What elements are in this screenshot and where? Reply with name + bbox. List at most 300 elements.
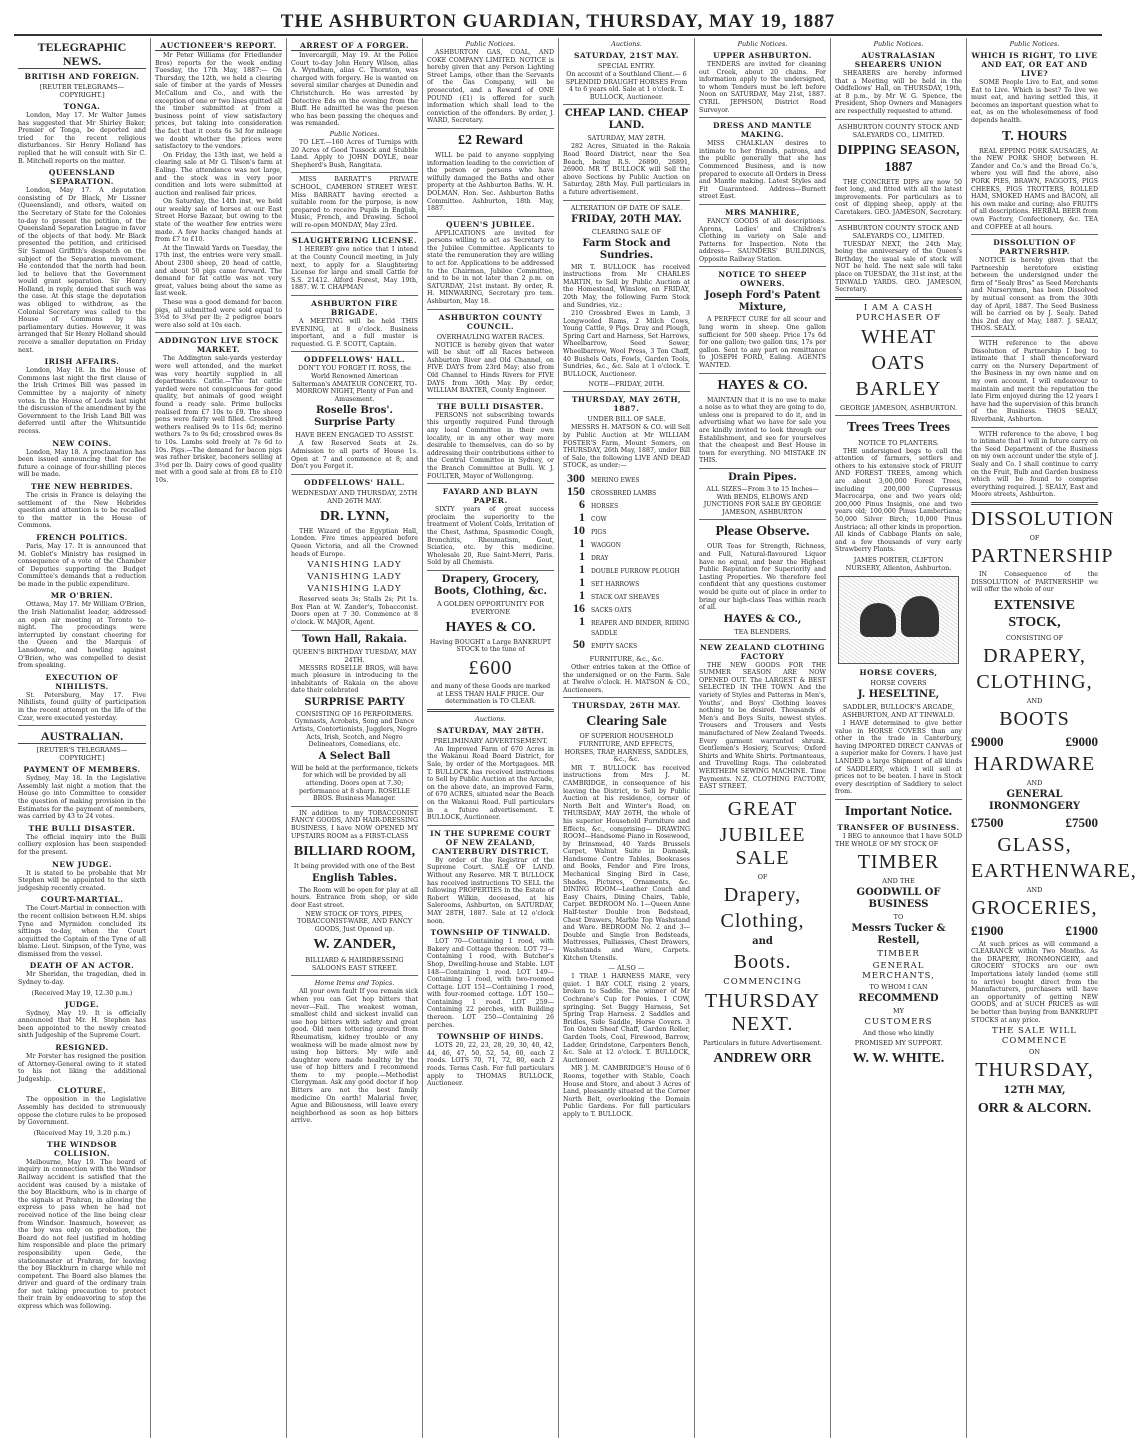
ad-title: WHEAT xyxy=(861,325,936,348)
ad-title: T. HOURS xyxy=(1001,128,1068,144)
ad-title: Town Hall, Rakaia. xyxy=(302,633,407,645)
article-text: It is stated to be probable that Mr Stephen will be appointed to the sixth judgeship recently created. xyxy=(18,869,146,892)
column-telegraphic-news xyxy=(14,38,150,1438)
notice-text: 1 TRAP. 1 HARNESS MARE, very quiet. 1 BAY COLT, rising 2 years, broken to Saddle. The winner of Mr Cochrane's Cup for Ponies. 1 COW, springing. Set Buggy Harness, Set Spring Trap Harness. 2 Saddles and Bridles, Side Saddle, Horse Covers. 3 Ton Oaten Sheaf Chaff, Garden Roller, Garden Tools, Coal, Firewood, Barrow, Ladder, Grindstone, Carpenters Bench, &c. Sale at 12 o'clock. T. BULLOCK, Auctioneer. xyxy=(563,973,690,1064)
section-heading: AUCTIONEER'S REPORT. xyxy=(155,41,282,51)
divider xyxy=(291,232,418,233)
divider xyxy=(427,128,554,129)
ad-line: AND xyxy=(1026,885,1043,894)
article-text: All your own fault If you remain sick when you can Get hop bitters that never—Fail. The weakest woman, smallest child and sickest invalid can use hop bitters with safety and great good. Old men tottering around from Rheumatism, kidney trouble or any weakness will be made almost new by using hop bitters. My wife and daughter were made healthy by the use of hop bitters and I recommend them to my people.—Methodist Clergyman. Ask any good doctor if hop Bitters are not the best family medicine On earth! Malarial fever, Ague and Biliousness, will leave every neighborhood as soon as hop bitters arrive. xyxy=(291,988,418,1125)
lot-quantity: 10 xyxy=(573,523,585,537)
ad-title: DIPPING SEASON, 1887 xyxy=(837,142,960,175)
ad-line: AND THE xyxy=(882,877,915,886)
notice-text: MISS CHALKLAN desires to intimate to her friends, patrons, and the public generally that she has Commenced Business, and is now prepared to execute all Orders in Dress and Mantle making. Latest Styles and Fit Guaranteed. Address—Burnett street East. xyxy=(699,140,826,201)
ad-title: SURPRISE PARTY xyxy=(304,696,405,708)
notice-subheading: — ALSO — xyxy=(608,964,645,973)
notice-text: MISS BARRATT'S PRIVATE SCHOOL, CAMERON STREET WEST. Miss BARRATT having erected a suitable room for the purpose, is now prepared to receive Pupils in English, Music, French, and Drawing. School will re-open MONDAY, May 23rd. xyxy=(291,176,418,229)
divider xyxy=(699,117,826,118)
divider xyxy=(291,351,418,352)
ad-title: PARTNERSHIP xyxy=(971,544,1114,567)
notice-heading: WHICH IS RIGHT, TO LIVE AND EAT, OR EAT AND LIVE? xyxy=(971,51,1098,78)
notice-text: I HAVE determined to give better value in HORSE COVERS than any other in the trade in Canterbury, having IMPORTED DIRECT CANVAS of a superior make for Covers. I have just LANDED a large Shipment of all kinds of SADDLERY, which I will sell at prices not to be beaten. I have in Stock every description of Saddlery to select from. xyxy=(835,720,962,796)
notice-subheading: ALTERATION OF DATE OF SALE. xyxy=(570,203,683,212)
article-text: London, May 18. In the House of Commons last night the first clause of the Irish Crimes Bill was passed in Committee by a majority of ninety votes. In the House of Lords last night the discussion of the amendment by the Government to the Irish Land Bill was deferred until after the Whitsuntide recess. xyxy=(18,367,146,435)
article-text: Paris, May 17. It is announced that M. Goblet's Ministry has resigned in consequence of a vote of the Chamber of Deputies supporting the Budget Committee's demands that a reduction be made in the public expenditure. xyxy=(18,542,146,588)
notice-text: MAINTAIN that it is no use to make a noise as to what they are going to do, unless one is prepared to do it, and in advertising what we have for sale you are kindly invited to look through our Establishment, and see for yourselves that the cheapest and Best House in town for everything. NO MISTAKE IN THIS. xyxy=(699,396,826,465)
divider xyxy=(971,234,1098,235)
lot-item: WAGGON xyxy=(591,542,621,549)
divider xyxy=(427,483,554,484)
column-notices-e xyxy=(967,38,1137,1438)
ad-line: VANISHING LADY xyxy=(307,572,402,583)
notice-subheading: CLEARING SALE OF xyxy=(591,227,662,236)
notice-text: MESSRS ROSELLE BROS, will have much pleasure in introducing to the inhabitants of Rakaia on the above date their celebrated xyxy=(291,664,418,695)
ad-line: GENERAL MERCHANTS, xyxy=(862,961,935,982)
notice-heading: DRESS AND MANTLE MAKING. xyxy=(712,121,813,140)
auction-lot-list xyxy=(563,473,690,652)
notice-text: DON'T YOU FORGET IT. ROSS, the World Renowned American Salterman's AMATEUR CONCERT, TO-MORROW NIGHT, Plenty of Fun and Amusement. xyxy=(292,365,417,403)
notice-text: An Improved Farm of 670 Acres in the Wakanui Road Board District, for Sale, by order of the Mortgagees. MR T. BULLOCK has received instructions to Sell by Public Auction at the Arcade, on the above date, an improved Farm, of 670 ACRES, situated near the Beach on the Wakanui Road. Full particulars in a future advertisement. T. BULLOCK, Auctioneer. xyxy=(427,745,554,822)
section-label: Auctions. xyxy=(475,714,506,723)
ad-title: Farm Stock and Sundries. xyxy=(582,237,671,261)
ad-title: English Tables. xyxy=(311,872,398,884)
notice-text: FANCY GOODS of all descriptions. Aprons, Ladies' and Children's Clothing in variety on Sale and Patterns for Inspection. Note the address— SAUNDERS' BUILDINGS, Opposite Railway Station. xyxy=(699,217,826,263)
notice-text: WITH reference to the above Dissolution of Partnership I beg to intimate that I shall thenceforward carry on the Nursery Department of the Business in my own name and on my own account. I will endeavour to maintain and merit the reputation the late Firm enjoyed during the 12 years I have had the supervision of this branch of the Business. THOS SEALY, Riverbank, Ashburton. xyxy=(971,340,1098,423)
article-heading: TONGA. xyxy=(63,102,101,111)
column-notices-b xyxy=(423,38,558,1438)
ad-signature: ORR & ALCORN. xyxy=(977,1101,1092,1117)
auction-lot-row xyxy=(563,616,690,639)
article-heading: NEW COINS. xyxy=(52,438,112,448)
notice-heading: IN THE SUPREME COURT OF NEW ZEALAND, CANTERBURY DISTRICT. xyxy=(430,828,551,856)
divider xyxy=(563,104,690,105)
ad-title: HAYES & CO., xyxy=(723,613,802,625)
horse-engraving-image xyxy=(838,576,960,664)
notice-text: APPLICATIONS are invited for persons willing to act as Secretary to the Jubilee Committee. Applicants to state the remuneration they are willing to act for. Applications to be addressed to the Chairman, Jubilee Committee, and to be in not later than 2 p.m. on SATURDAY, 21st instant. By order, R. H. MINWARING, Secretary pro tem. Ashburton, May 18. xyxy=(427,229,554,306)
divider xyxy=(291,630,418,631)
lot-quantity: 1 xyxy=(579,588,585,602)
notice-heading: QUEEN'S JUBILEE. xyxy=(446,219,535,229)
divider xyxy=(291,806,418,807)
notice-heading: HORSE COVERS, xyxy=(859,668,938,677)
ad-title: Please Observe. xyxy=(715,524,810,540)
ad-line: ON xyxy=(1028,1048,1041,1057)
ad-title: BARLEY xyxy=(855,377,942,400)
lot-item: SACKS OATS xyxy=(591,607,632,614)
article-text: Melbourne, May 19. The board of inquiry in connection with the Windsor Railway accident is satisfied that the accident was caused by a mistake of the boy Blackburn, who is in charge of the signals at Prahran, in allowing the express to pass when he had not received notice of the line being clear from Windsor. Inasmuch, however, as the boy was only on probation, the Board do not feel justified in holding him responsible and place the primary responsibility upon Gede, the stationmaster at Prahran, for leaving the boy Blackburn in charge while not competent. The Board also blames the driver and guard of the ordinary train for not taking precaution to protect their train by endeavoring to stop the express which was following. xyxy=(18,1158,146,1311)
notice-heading: SLAUGHTERING LICENSE. xyxy=(291,236,418,246)
notice-heading: AUSTRALASIAN SHEARERS UNION xyxy=(854,51,943,69)
ad-line: OF xyxy=(1029,533,1040,542)
notice-subheading: UNDER BILL OF SALE. xyxy=(587,415,666,424)
article-text: Invercargill, May 19. At the Police Court to-day John Henry Wilson, alias A. Wyndham, alias C. Thornton, was charged with forgery. He is wanted on several similar charges at Dunedin and Christchurch. He was arrested by Detective Eds on the evening from the Bluff. He admitted he was the person who has been passing the cheques and was remanded. xyxy=(291,52,418,128)
ad-title: Drapery, xyxy=(723,883,802,906)
notice-text: SIXTY years of great success proclaim the superiority to the treatment of Violent Colds, Irritation of the Chest, Asthma, Spasmodic Cough, Bronchitis, Rheumatism, Gout, Sciatica, etc. by this medicine. Wholesale 20, Rue Saint-Merri, Paris. Sold by all Chemists. xyxy=(427,506,554,567)
divider xyxy=(699,639,826,640)
ad-line: VANISHING LADY xyxy=(307,584,402,595)
article-heading: NEW JUDGE. xyxy=(52,859,112,869)
ad-signature: ANDREW ORR xyxy=(713,1050,812,1066)
divider xyxy=(291,295,418,296)
notice-heading: MRS MANHIRE, xyxy=(725,207,800,217)
ad-title: BOOTS xyxy=(999,707,1070,730)
notice-text: IN Consequence of the DISSOLUTION of PARTNERSHIP we will offer the whole of our xyxy=(971,570,1098,594)
ad-subtitle: A GOLDEN OPPORTUNITY FOR EVERYONE xyxy=(437,599,544,616)
notice-text: By order of the Registrar of the Supreme Court. SALE OF LAND. Without any Reserve. MR T. BULLOCK has received instructions TO SELL the following PROPERTIES in the Estate of Robert Wilkin, deceased, at his Salerooms, Ashburton, on SATURDAY, MAY 28TH, 1887. Sale at 12 o'clock noon. xyxy=(427,856,554,925)
notice-heading: TOWNSHIP OF HINDS. xyxy=(437,1032,544,1042)
ad-line: TIMBER xyxy=(877,949,920,960)
article-heading: MR O'BRIEN. xyxy=(50,591,114,601)
horse-figure xyxy=(901,596,939,637)
article-text: Mr Peter Williams (for Friedlander Bros) reports for the week ending Tuesday, the 17th May, 1887:— On Thursday, the 12th, we held a clearing sale of timber at the yards of Messrs McCallum and Co., and with the exception of one or two lines quitted all the timber submitted at from a business point of view satisfactory prices, but taking into consideration the fact that it costs 6s 3d for mileage we doubt whether the prices were satisfactory to the vendors. xyxy=(155,52,282,151)
ad-title: Drain Pipes. xyxy=(728,471,797,483)
notice-text: ASHBURTON GAS, COAL, AND COKE COMPANY LIMITED. NOTICE is hereby given that any Person Lighting Street Lamps, other than the Servants of the Gas Company, will be prosecuted, and a Reward of ONE POUND (£1) is offered for such information which shall lead to the conviction of the offenders. By order, J. WARD, Secretary. xyxy=(427,49,554,125)
ad-title: Trees Trees Trees xyxy=(847,419,950,435)
divider xyxy=(427,398,554,399)
lot-quantity: 1 xyxy=(579,562,585,576)
notice-text: A PERFECT CURE for all scour and lung worm in sheep. One gallon sufficient for 500 sheep. Price 17s 6d for one gallon; two gallon tins, 17s per gallon. Sent to any part on remittance to JOSEPH FORD, Ealing. AGENTS WANTED. xyxy=(699,316,826,370)
column-auctions xyxy=(559,38,694,1438)
article-text: Mr Sheridan, the tragedian, died in Sydney to-day. xyxy=(18,971,146,987)
notice-text: OUR Teas for Strength, Richness, and Full, Natural-flavoured Liquor have no equal, and bear the Highest Public Reputation for Superiority and Lasting Properties. We therefore feel confident that any questions customer would be quite out of place in order to bring our high-class Teas within reach of all. xyxy=(699,543,826,612)
section-label: Home Items and Topics. xyxy=(314,979,395,988)
ad-title: Important Notice. xyxy=(844,803,953,819)
article-text: The opposition in the Legislative Assembly has decided to strenuously oppose the cloture rules to be proposed by Government. xyxy=(18,1096,146,1127)
article-heading: IRISH AFFAIRS. xyxy=(44,357,120,367)
ad-title: HAYES & CO. xyxy=(445,619,536,635)
price-pair xyxy=(971,923,1098,939)
notice-text: OF SUPERIOR HOUSEHOLD FURNITURE, AND EFFECTS, HORSES, TRAP, HARNESS, SADDLES, &c., &c. xyxy=(564,733,689,764)
divider xyxy=(699,204,826,205)
ad-line: Particulars in future Advertisement. xyxy=(702,1038,822,1047)
ad-title: DRAPERY, xyxy=(983,644,1086,667)
notice-text: On account of a Southland Client.— 6 SPLENDID DRAUGHT HORSES From 4 to 6 years old. Sale at 1 o'clock. T. BULLOCK, Auctioneer. xyxy=(565,71,688,101)
notice-text: I HEREBY give notice that I intend at the County Council meeting, in July next, to apply for a Slaughtering License for large and small Cattle for S.S. 21412. Alford Forest, May 19th, 1887. W. T. CHAPMAN xyxy=(291,246,418,292)
ad-title: BILLIARD ROOM, xyxy=(293,844,416,860)
article-text: Sydney, May 19. It is officially announced that Mr. H. Stephen has been appointed to the newly created sixth Judgeship of the Supreme Court. xyxy=(18,1009,146,1040)
article-text: St. Petersburg, May 17. Five Nihilists, found guilty of participation in the recent attempt on the life of the Czar, were executed yesterday. xyxy=(18,691,146,722)
divider xyxy=(699,519,826,520)
divider xyxy=(427,709,554,712)
notice-text: MR T. BULLOCK has received instructions from Mr CHARLES MARTIN, to Sell by Public Auction at the Homestead, Winslow, on FRIDAY, 20th May, the following Farm Stock and Sundries, viz.: xyxy=(563,263,690,309)
ad-title: W. ZANDER, xyxy=(313,937,396,953)
notice-heading: FAYARD AND BLAYN PAPER. xyxy=(442,487,539,506)
article-heading: COURT-MARTIAL. xyxy=(40,895,124,905)
article-text: The Court-Martial in connection with the recent collision between H.M. ships Tyne and Myrmidon concluded its sittings to-day, when the Court acquitted the Captain of the Tyne of all blame. Lieut. Simpson, of the Tyne, was dismissed from the vessel. xyxy=(18,905,146,958)
ad-title: JUBILEE SALE xyxy=(719,823,806,869)
notice-text: WILL be paid to anyone supplying information leading to the conviction of the person or persons who have wilfully damaged the Baths and other property at the Ashburton Baths. W. H. DOLMAN. Hon. Sec. Ashburton Baths Committee. Ashburton, 18th May, 1887. xyxy=(427,151,554,213)
divider xyxy=(563,697,690,698)
ad-title: EARTHENWARE, xyxy=(971,859,1137,882)
notice-text: IN addition to my TOBACCONIST FANCY GOODS, AND HAIR-DRESSING BUSINESS, I have NOW OPENED MY UPSTAIRS ROOM as a FIRST-CLASS xyxy=(291,809,418,840)
notice-text: LOTS 20, 22, 23, 28, 29, 30, 40, 42, 44, 46, 47, 50, 52, 54, 60, each 2 roods. LOTS 70, 71, 72, 80, each 2 roods. Terms Cash. For full particulars apply to THOMAS BULLOCK, Auctioneer. xyxy=(427,1042,554,1088)
ad-line: MY xyxy=(893,1007,904,1016)
ad-title: EXTENSIVE STOCK, xyxy=(994,597,1075,630)
column-notices-a xyxy=(287,38,422,1438)
article-heading: QUEENSLAND SEPARATION. xyxy=(48,168,116,187)
lot-item: PIGS xyxy=(591,529,607,536)
ad-title: Messrs Tucker & Restell, xyxy=(851,923,946,947)
section-label: Public Notices. xyxy=(329,129,380,138)
article-text: London, May 17. A deputation consisting of Dr Black, Mr Lissner (Queensland), and others, waited on the Secretary of State for the Colonies to-day to present the petition, of the Queensland Separation League in favor of the objects of that body. Mr Black presented the petition, and criticised Sir Samuel Griffith's despatch on the subject of the Separation movement. He contended that the north had been led to believe that the Government would grant separation. Sir Henry Holland, in reply, denied that such was the case. At this stage the deputation was obliged to withdraw, as the Colonial Secretary was called to the House of Commons by his parliamentary duties. However, it was arranged that Sir Henry Holland should receive a smaller deputation on Friday next. xyxy=(18,187,146,354)
price-pair xyxy=(971,734,1098,750)
article-heading: RESIGNED. xyxy=(55,1043,109,1053)
lot-quantity: 6 xyxy=(579,497,585,511)
notice-heading: THE BULLI DISASTER. xyxy=(437,401,544,411)
notice-heading: ASHBURTON COUNTY STOCK AND SALEYARDS CO., LIMITED. xyxy=(837,122,960,139)
price-amount: £7500 xyxy=(971,814,1004,830)
lot-item: DRAY xyxy=(591,555,609,562)
article-heading: PAYMENT OF MEMBERS. xyxy=(23,765,141,775)
article-heading: ADDINGTON LIVE STOCK MARKET. xyxy=(158,336,279,355)
notice-subheading: NOTE—FRIDAY, 20TH. xyxy=(588,380,665,389)
notice-date: THURSDAY, MAY 26TH, 1887. xyxy=(571,395,682,414)
article-heading: JUDGE. xyxy=(64,999,100,1009)
lot-quantity: 1 xyxy=(579,614,585,628)
notice-date: SATURDAY, 21ST MAY. xyxy=(573,51,680,60)
notice-text: THE NEW GOODS FOR THE SUMMER SEASON ARE NOW OPENED OUT. The LARGEST & BEST SELECTED IN THE TOWN. And the variety of Styles and Patterns in Men's, Youths', and Boys' Clothing leaves nothing to be desired. Thousands of Men's and Boys Suits, newest styles. Trousers and Trousers and Vests manufactured of New Zealand Tweeds. Every garment warranted shrunk. Gentlemen's Hosiery, Scarves; Oxford Shirts and White Shirts. Portmanteaus, and Travelling Rugs. The celebrated WERTHEIM SEWING MACHINE. Time Payments. N.Z. CLOTHING FACTORY, EAST STREET. xyxy=(699,661,826,791)
article-text: On Saturday, the 14th inst, we held our weekly sale of horses at our East Street Horse Bazaar, but owing to the state of the weather few entries were made. A few hacks changed hands at from £7 to £10. xyxy=(155,198,282,244)
ad-line: AND xyxy=(1026,696,1043,705)
ad-title: Joseph Ford's Patent Mixture, xyxy=(704,290,821,314)
lot-item: STACK OAT SHEAVES xyxy=(591,594,660,601)
notice-text: Will be held at the performance, tickets for which will be provided by all attending. Doors open at 7.30; performance at 8 sharp. ROSELLE BROS. Business Manager. xyxy=(291,764,418,803)
notice-text: MESSRS H. MATSON & CO. will Sell by Public Auction at Mr WILLIAM FOSTER'S Farm, Mount Somers, on THURSDAY, 26th May, 1887, under Bill of Sale, the following LIVE AND DEAD STOCK, as under:— xyxy=(563,424,690,470)
ad-subtitle: HAVE BEEN ENGAGED TO ASSIST. xyxy=(295,431,414,440)
column-auctioneer-report xyxy=(151,38,286,1438)
lot-item: CROSSBRED LAMBS xyxy=(591,490,657,497)
ad-line: OF xyxy=(757,872,768,881)
ad-title: £2 Reward xyxy=(458,132,523,148)
ad-title: GLASS, xyxy=(997,833,1072,856)
divider xyxy=(291,474,418,475)
notice-heading: ASHBURTON FIRE BRIGADE. xyxy=(311,299,398,318)
ad-title: A Select Ball xyxy=(318,750,391,762)
notice-text: NOTICE is hereby given that the Partnership heretofore existing between the undersigned under the firm of "Sealy Bros" as Seed Merchants and Nurserymen, has been Dissolved by mutual consent as from the 30th day of April, 1887. The Seed Business will be carried on by J. Sealy. Dated this 2nd day of May, 1887. J. SEALY, THOS. SEALY. xyxy=(971,257,1098,333)
divider xyxy=(427,216,554,217)
notice-text: THE CONCRETE DIPS are now 50 feet long, and fitted with all the latest improvements. For particulars as to cost of dipping sheep, apply at the Caretakers. GEO. JAMESON, Secretary. xyxy=(835,178,962,216)
column-notices-d xyxy=(831,38,966,1438)
masthead-rule xyxy=(14,34,1102,36)
notice-subheading: FURNITURE, &c., &c. xyxy=(589,655,664,663)
notice-date: FRIDAY, 20TH MAY. xyxy=(571,213,682,225)
divider xyxy=(563,391,690,392)
notice-text: 210 Crossbred Ewes in Lamb, 3 Longwooled Rams, 2 Milch Cows, Young Cattle, 9 Pigs. Dray and Plough, Spring Cart and Harness, Set Harrows, Wheelbarrow, Seed Sower, Wheelbarrow, Wool Press, 3 Ton Chaff, 40 Bushels Oats, Fowls, Garden Tools, Sundries, &c., &c. Sale at 1 o'clock. T. BULLOCK, Auctioneer. xyxy=(563,310,690,378)
article-heading: THE BULLI DISASTER. xyxy=(28,823,136,833)
notice-date: WEDNESDAY AND THURSDAY, 25TH AND 26TH MAY. xyxy=(291,488,418,505)
ad-signature: GEORGE JAMESON, ASHBURTON. xyxy=(840,403,957,412)
section-label: Public Notices. xyxy=(873,40,924,48)
ad-subtitle: BILLIARD & HAIRDRESSING SALOONS EAST STREET. xyxy=(305,956,404,973)
ad-line: CONSISTING OF xyxy=(1005,633,1064,642)
notice-date: THURSDAY, 26TH MAY. xyxy=(572,701,681,711)
lot-quantity: 1 xyxy=(579,549,585,563)
ad-title: OATS xyxy=(871,351,926,374)
article-text: The crisis in France is delaying the settlement of the New Hebrides question and attention is to be recalled to the matter in the House of Commons. xyxy=(18,491,146,530)
notice-text: and many of these Goods are marked at LESS THAN HALF PRICE. Our determination is TO CLEAR. xyxy=(430,683,551,706)
price-amount: £1900 xyxy=(971,922,1004,938)
ad-line: PROMISED MY SUPPORT. xyxy=(854,1039,943,1048)
ad-line: COMMENCING xyxy=(723,976,802,987)
article-heading: THE WINDSOR COLLISION. xyxy=(47,1139,117,1158)
ad-line: AND xyxy=(1026,778,1043,787)
notice-heading: ODDFELLOWS' HALL. xyxy=(304,477,405,487)
notice-text: PERSONS not subscribing towards this urgently required Fund through any local Committee in their own locality, or in any other way more desirable to themselves, can do so by addressing their contributions either to the Central Committee in Sydney, or the Branch Committee at Bulli. W. J. FOULTER, Mayor of Wollongong. xyxy=(427,411,554,480)
divider xyxy=(835,220,962,221)
divider xyxy=(699,266,826,267)
divider xyxy=(18,725,146,726)
ad-line: VANISHING LADY xyxy=(307,560,402,571)
auction-lot-row xyxy=(563,639,690,652)
ad-line: I AM A CASH PURCHASER OF xyxy=(855,302,942,323)
article-heading: THE NEW HEBRIDES. xyxy=(31,481,133,491)
ad-line: TO xyxy=(893,913,904,922)
credit-line: [REUTER TELEGRAMS—COPYRIGHT.] xyxy=(39,83,125,99)
article-heading: ARREST OF A FORGER. xyxy=(291,41,418,51)
divider xyxy=(699,794,826,795)
ad-line: THE SALE WILL COMMENCE xyxy=(992,1026,1077,1047)
ad-line: CUSTOMERS xyxy=(864,1017,933,1028)
divider xyxy=(699,468,826,469)
ad-subtitle: TEA BLENDERS. xyxy=(734,627,791,636)
divider xyxy=(971,336,1098,337)
notice-subheading: NOTICE TO PLANTERS. xyxy=(858,438,939,447)
ad-amount: £600 xyxy=(468,657,513,680)
ad-subtitle: SADDLER, BULLOCK'S ARCADE, ASHBURTON, AND AT TINWALD. xyxy=(842,703,955,719)
article-heading: EXECUTION OF NIHILISTS. xyxy=(45,672,119,691)
ad-title: RECOMMEND xyxy=(858,993,939,1005)
notice-text: CONSISTING OF 16 PERFORMERS. Gymnasts, Acrobats, Song and Dance Artists, Contortionists, Jugglers, Negro Acts, Irish, Scotch, and Negro Delineators, Comedians, etc. xyxy=(291,710,418,749)
notice-text: It being provided with one of the Best xyxy=(293,863,416,871)
notice-text: SOME People Live to Eat, and some Eat to Live. Which is best? To live we must eat, and having settled this, it becomes an important question what to eat, as on the wholesomeness of food depends health. xyxy=(971,79,1098,124)
notice-text: TUESDAY NEXT, the 24th May, being the anniversary of the Queen's Birthday, the usual sale of stock will NOT be held. The next sale will take place on TUESDAY, the 31st inst, at the TINWALD YARDS. GEO. JAMESON, Secretary. xyxy=(835,240,962,294)
notice-text: MR T. BULLOCK has received instructions from Mrs J. M. CAMBRIDGE, in consequence of his leaving the District, to Sell by Public Auction at his residence, corner of North Belt and Winter's Road, on THURSDAY, MAY 26TH, the whole of his superior Household Furniture and Effects, &c., comprising— DRAWING ROOM—Handsome Piano in Rosewood, by Brinsmead, 40 Yards Brussels Carpet, Walnut Suite in Damask, Handsome Centre Tables, Bookcases and Books, Fender and Fire Irons, Mechanical Singing Bird in Case, Shades, Pictures, Ornaments, &c. DINING ROOM—Leather Couch and Easy Chairs, Dining Chairs, Table, Carpet. BEDROOM No. 1—Queen Anne Half-tester Double Iron Bedstead, Chest Drawers, Marble Top Washstand and Ware. BEDROOM No. 2 and 3—Double and Single Iron Bedsteads, Mattresses, Palliasses, Chest Drawers, Washstands and Ware, Carpets. Kitchen Utensils. xyxy=(563,764,690,962)
credit-line: [REUTER'S TELEGRAMS—COPYRIGHT.] xyxy=(36,746,128,763)
price-pair xyxy=(971,815,1098,831)
ad-title: THURSDAY NEXT. xyxy=(704,989,821,1035)
subheading: BRITISH AND FOREIGN. xyxy=(24,72,140,81)
section-heading: AUSTRALIAN. xyxy=(18,729,146,744)
lot-item: COW xyxy=(591,516,607,523)
ad-title: CLOTHING, xyxy=(976,670,1093,693)
divider xyxy=(291,975,418,976)
lot-item: MERINO EWES xyxy=(591,477,640,484)
notice-text: TENDERS are invited for cleaning out Creek, about 20 chains. For information apply to the undersigned, to whom Tenders must be left before Noon on SATURDAY, May 21st, 1887. CYRIL JEPHSON, District Road Surveyor. xyxy=(699,61,826,114)
ad-title: DISSOLUTION xyxy=(971,507,1115,530)
notice-text: Having BOUGHT a Large BANKRUPT STOCK to the tune of xyxy=(429,638,552,654)
lot-quantity: 1 xyxy=(579,536,585,550)
notice-heading: ASHBURTON COUNTY COUNCIL. xyxy=(438,312,543,331)
ad-line: And those who kindly xyxy=(863,1029,934,1038)
ad-title: CHEAP LAND. CHEAP LAND. xyxy=(564,108,689,132)
article-text: The Addington sale-yards yesterday were well attended, and the market was very heartily supplied in all departments. Cattle.—The fat cattle yarded were not conspicuous for good quality, but animals of good weight found a ready sale. Prime bullocks realised from £7 10s to £9. The sheep pens were fairly well filled. Crossbred wethers realised 9s to 11s 6d; merino wethers 7s to 9s 6d; crossbred ewes 8s to 10s. Lambs sold freely at 7s 6d to 10s. Pigs.—The demand for bacon pigs was rather brisker, baconers selling at 3½d per lb. Dairy cows of good quality met with a good sale at from £8 to £10 10s. xyxy=(155,355,282,484)
divider xyxy=(427,825,554,826)
notice-text: THE Wizard of the Egyptian Hall, London. Five times appeared before Queen Victoria, and all the Crowned heads of Europe. xyxy=(291,527,418,558)
lot-quantity: 1 xyxy=(579,510,585,524)
ad-title: Roselle Bros'. Surprise Party xyxy=(314,405,395,429)
notice-text: TO LET.—160 Acres of Turnips with 20 Acres of Good Tussock and Stubble Land. Apply to JOHN DOYLE, near Shepherd's Bush, Rangitata. xyxy=(291,138,418,169)
received-line: (Received May 19, 12.30 p.m.) xyxy=(31,988,133,997)
section-label: Auctions. xyxy=(611,40,642,48)
article-heading: DEATH OF AN ACTOR. xyxy=(29,961,135,971)
notice-date: SATURDAY, MAY 28TH. xyxy=(587,134,666,143)
divider xyxy=(835,415,962,416)
ad-title: Clearing Sale xyxy=(586,714,667,730)
notice-text: The Room will be open for play at all hours. Entrance from shop, or side door East street. xyxy=(291,886,418,909)
lot-item: SET HARROWS xyxy=(591,581,640,588)
article-text: Ottawa, May 17. Mr William O'Brien, the Irish Nationalist leader, addressed an open air meeting at Toronto to-night. The proceedings were interrupted by constant cheering for the Queen and the Marquis of Lansdowne, and howling against O'Brien, who was compelled to desist from speaking. xyxy=(18,601,146,670)
price-amount: £1900 xyxy=(1065,922,1098,938)
received-line: (Received May 19, 3.20 p.m.) xyxy=(33,1128,131,1137)
ad-signature: W. W. WHITE. xyxy=(852,1051,945,1067)
notice-text: Other entries taken at the Office of the undersigned or on the Farm. Sale at Twelve o'clock. H. MATSON & CO., Auctioneers. xyxy=(563,664,690,694)
divider xyxy=(699,373,826,374)
price-amount: £9000 xyxy=(1065,733,1098,749)
article-heading: FRENCH POLITICS. xyxy=(36,532,128,542)
article-text: These was a good demand for bacon pigs, all submitted were sold equal to 3½d to 3¾d per lb; 2 pedigree boars were also sold at 10s each. xyxy=(155,299,282,329)
ad-title: Clothing, xyxy=(720,909,805,932)
notice-subheading: SPECIAL ENTRY. xyxy=(597,62,656,70)
ad-title: HARDWARE xyxy=(973,752,1096,775)
lot-quantity: 150 xyxy=(567,484,585,498)
ad-title: GROCERIES, xyxy=(971,896,1098,919)
article-text: At the Tinwald Yards on Tuesday, the 17th inst, the entries were very small. About 2300 sheep, 20 head of cattle, and about 50 pigs came forward. The demand for fat cattle was not very great, values being about the same as last week. xyxy=(155,244,282,298)
lot-item: REAPER AND BINDER, RIDING SADDLE xyxy=(591,620,690,637)
notice-subheading: PRELIMINARY ADVERTISEMENT. xyxy=(433,736,548,745)
article-text: London, May 17. Mr Walter James has suggested that Mr Shirley Baker, Premier of Tonga, be deported and tried for the recent religious disturbances. Sir Henry Holland has replied that he will consult with Sir C. B. Mitchell reports on the matter. xyxy=(18,112,146,165)
divider xyxy=(835,119,962,120)
divider xyxy=(971,502,1098,505)
divider xyxy=(835,297,962,300)
notice-date: QUEEN'S BIRTHDAY TUESDAY, MAY 24TH. xyxy=(292,647,417,664)
notice-subheading: HORSE COVERS xyxy=(870,679,927,687)
article-text: Mr Forster has resigned the position of Attorney-General owing to it stated to his not liking the additional Judgeship. xyxy=(18,1053,146,1083)
ad-title: DR. LYNN, xyxy=(319,508,390,524)
article-heading: CLOTURE. xyxy=(57,1086,107,1096)
notice-heading: ASHBURTON COUNTY STOCK AND SALEYARDS CO., LIMITED. xyxy=(837,223,960,240)
ad-line: and xyxy=(752,935,773,947)
lot-item: HORSES xyxy=(591,503,619,510)
notice-heading: DISSOLUTION OF PARTNERSHIP. xyxy=(993,238,1076,257)
notice-text: NOTICE is hereby given that water will be shut off all Races between Ashburton River and Old Channel, on FIVE DAYS from 23rd May; also from Old Channel to Hinds Rivers for FIVE DAYS from 30th May. By order, WILLIAM BAXTER, County Engineer. xyxy=(427,341,554,395)
notice-heading: NEW ZEALAND CLOTHING FACTORY xyxy=(700,642,825,661)
notice-heading: TRANSFER OF BUSINESS. xyxy=(837,822,960,832)
lot-item: DOUBLE FURROW PLOUGH xyxy=(591,568,680,575)
price-amount: £7500 xyxy=(1065,814,1098,830)
ad-line: TO WHOM I CAN xyxy=(869,983,928,992)
divider xyxy=(835,799,962,800)
ad-title: GENERAL IRONMONGERY xyxy=(988,788,1081,812)
ad-title: TIMBER xyxy=(857,851,940,874)
ad-title: J. HESELTINE, xyxy=(857,689,940,700)
ad-title: GREAT xyxy=(727,797,798,820)
notice-date: SATURDAY, MAY 28TH. xyxy=(436,725,545,735)
notice-heading: ODDFELLOWS' HALL. xyxy=(304,355,405,365)
section-label: Public Notices. xyxy=(1009,40,1060,48)
notice-text: LOT 70—Containing 1 rood, with Bakery and Cottage thereon. LOT 73—Containing 1 rood, with Butcher's Shop, Dwelling-house and Stable. LOT 148—Containing 1 rood. LOT 149—Containing 1 rood, with two-roomed Cottage. LOT 151—Containing 1 rood, with four-roomed cottage. LOT 150—Containing 1 rood. LOT 259—Containing 22 perches, with Building thereon. LOT 250—Containing 26 perches. xyxy=(427,938,554,1029)
horse-figure xyxy=(860,603,896,637)
notice-heading: TOWNSHIP OF TINWALD. xyxy=(430,928,551,938)
notice-text: A MEETING will be held THIS EVENING, at 8 o'clock. Business important, and a full muster is requested. G. F. SCOTT, Captain. xyxy=(291,318,418,348)
masthead: THE ASHBURTON GUARDIAN, THURSDAY, MAY 19, 1887 xyxy=(280,11,836,32)
article-text: London, May 18. A proclamation has been issued announcing that for the future a coinage of four-shilling pieces will be made. xyxy=(18,448,146,479)
notice-text: ALL SIZES—From 3 to 15 Inches— With BENDS, ELBOWS AND JUNCTIONS FOR SALE BY GEORGE JAMESON, ASHBURTON xyxy=(703,485,822,516)
section-heading: TELEGRAPHIC NEWS. xyxy=(18,40,146,69)
notice-subheading: OVERHAULING WATER RACES. xyxy=(436,332,545,341)
ad-title: HAYES & CO. xyxy=(717,377,808,393)
notice-heading: UPPER ASHBURTON. xyxy=(713,51,812,60)
notice-text: THE undersigned begs to call the attention of farmers, settlers and others to his extensive stock of FRUIT AND FOREST TREES, among which are about 3,00,000 Forest Trees, including 200,000 Cupressus Macrocarpa, one and two years old; 200,000 Pinus Insignis, one and two years old; 100,000 Pinus Lambertiana; 50,000 Silver Birch; 10,000 Pinus Austriaca; all other kinds in proportion. All kinds of Cabbage Plants on sale, and a few thousands of very early Strawberry Plants. xyxy=(835,447,962,554)
